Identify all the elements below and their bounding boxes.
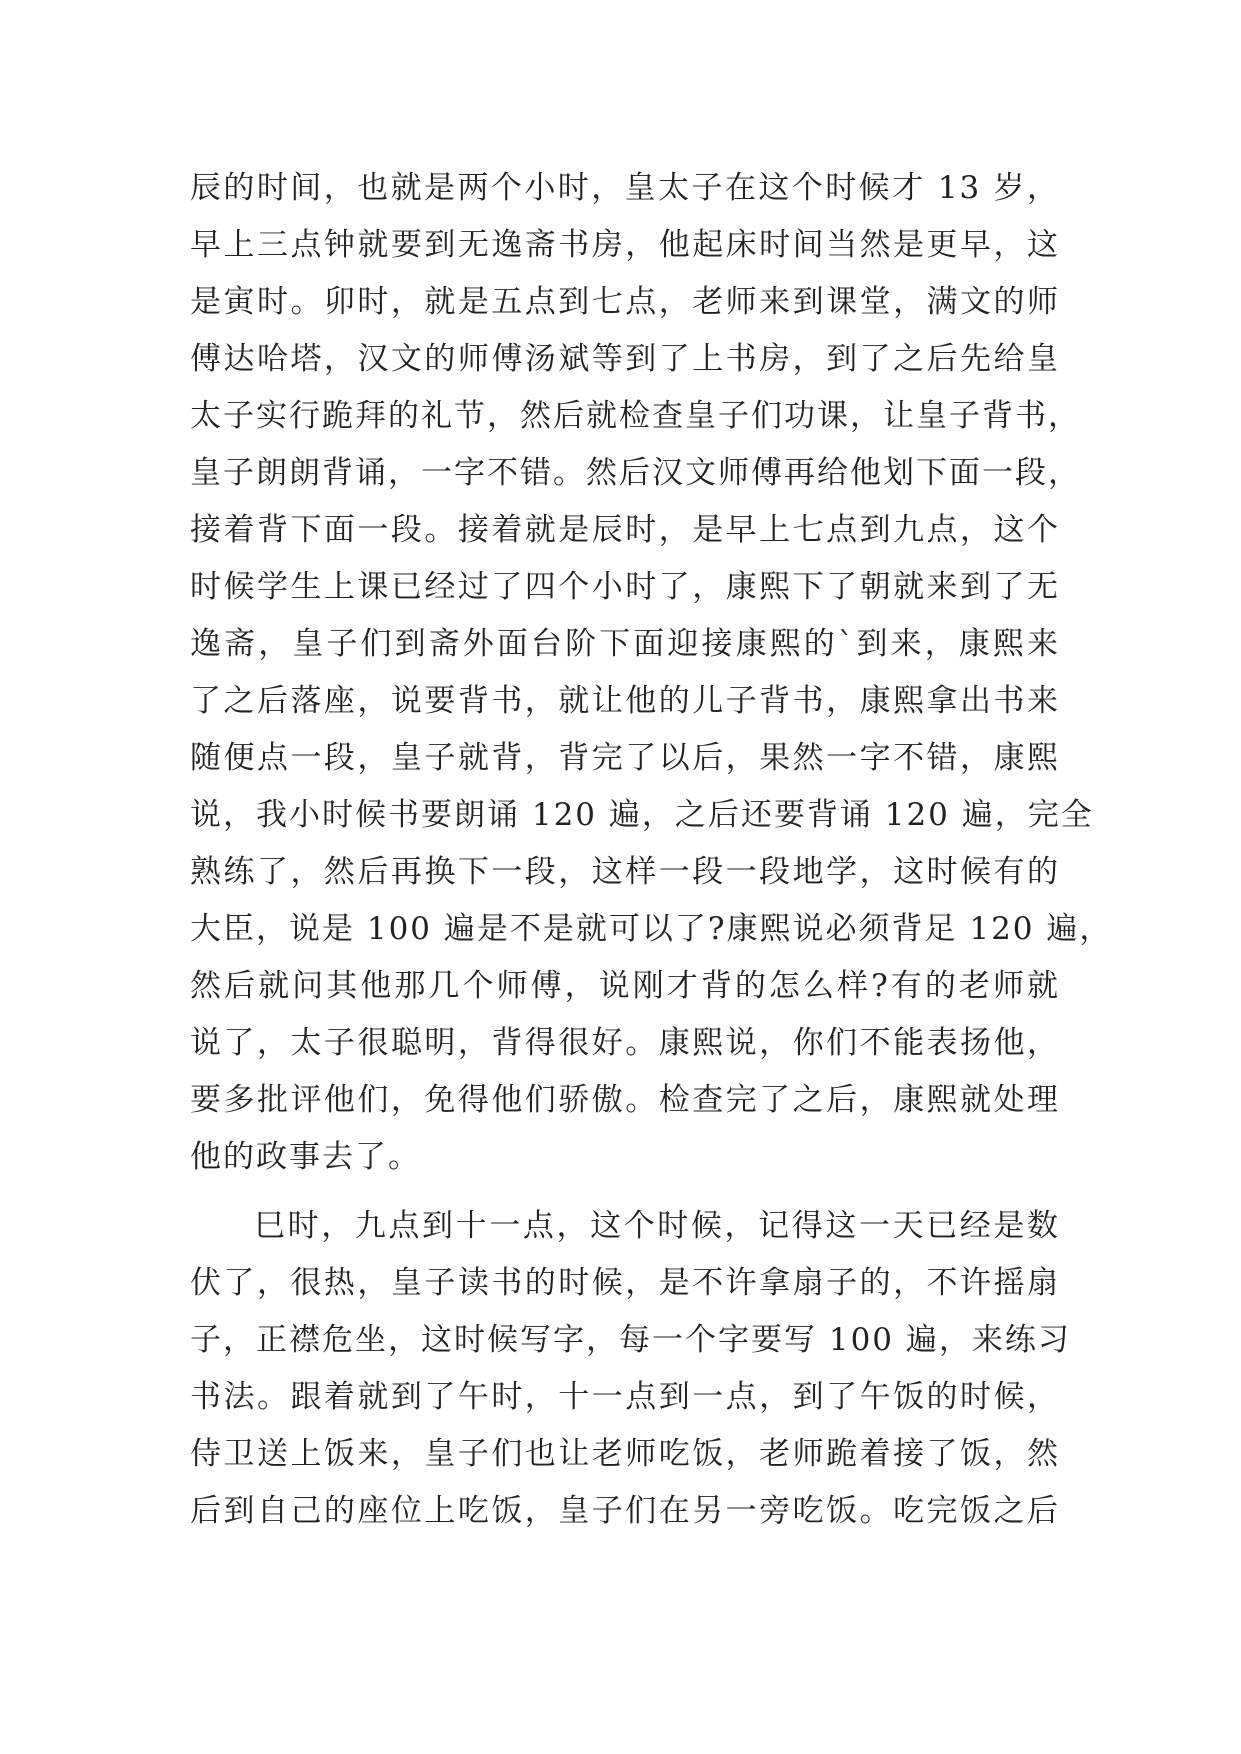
text-line: 熟练了，然后再换下一段，这样一段一段地学，这时候有的 (190, 854, 1060, 890)
paragraph (190, 1198, 1071, 1540)
text-line: 皇子朗朗背诵，一字不错。然后汉文师傅再给他划下面一段， (190, 455, 1081, 491)
text-line: 辰的时间，也就是两个小时，皇太子在这个时候才 13 岁， (190, 170, 1060, 206)
text-line: 早上三点钟就要到无逸斋书房，他起床时间当然是更早，这 (190, 227, 1060, 263)
text-line: 巳时，九点到十一点，这个时候，记得这一天已经是数 (254, 1208, 1060, 1244)
text-line: 说，我小时候书要朗诵 120 遍，之后还要背诵 120 遍，完全 (190, 797, 1094, 833)
text-line: 书法。跟着就到了午时，十一点到一点，到了午饭的时候， (190, 1379, 1060, 1415)
text-line: 了之后落座，说要背书，就让他的儿子背书，康熙拿出书来 (190, 683, 1060, 719)
text-line: 是寅时。卯时，就是五点到七点，老师来到课堂，满文的师 (190, 284, 1060, 320)
text-line: 侍卫送上饭来，皇子们也让老师吃饭，老师跪着接了饭，然 (190, 1436, 1060, 1472)
text-line: 伏了，很热，皇子读书的时候，是不许拿扇子的，不许摇扇 (190, 1265, 1060, 1301)
text-line: 傅达哈塔，汉文的师傅汤斌等到了上书房，到了之后先给皇 (190, 341, 1060, 377)
text-line: 时候学生上课已经过了四个小时了，康熙下了朝就来到了无 (190, 569, 1060, 605)
text-line: 他的政事去了。 (190, 1139, 421, 1175)
paragraph (190, 160, 1113, 1186)
text-line: 子，正襟危坐，这时候写字，每一个字要写 100 遍，来练习 (190, 1322, 1071, 1358)
paragraph-spacer (190, 1186, 1060, 1198)
text-line: 后到自己的座位上吃饭，皇子们在另一旁吃饭。吃完饭之后 (190, 1493, 1060, 1529)
text-line: 随便点一段，皇子就背，背完了以后，果然一字不错，康熙 (190, 740, 1060, 776)
text-line: 要多批评他们，免得他们骄傲。检查完了之后，康熙就处理 (190, 1082, 1060, 1118)
text-line: 逸斋，皇子们到斋外面台阶下面迎接康熙的`到来，康熙来 (190, 626, 1060, 662)
text-line: 接着背下面一段。接着就是辰时，是早上七点到九点，这个 (190, 512, 1060, 548)
text-line: 说了，太子很聪明，背得很好。康熙说，你们不能表扬他， (190, 1025, 1060, 1061)
text-line: 然后就问其他那几个师傅，说刚才背的怎么样?有的老师就 (190, 968, 1060, 1004)
body-text (190, 160, 1113, 1540)
text-line: 大臣，说是 100 遍是不是就可以了?康熙说必须背足 120 遍， (190, 911, 1113, 947)
text-line: 太子实行跪拜的礼节，然后就检查皇子们功课，让皇子背书， (190, 398, 1081, 434)
